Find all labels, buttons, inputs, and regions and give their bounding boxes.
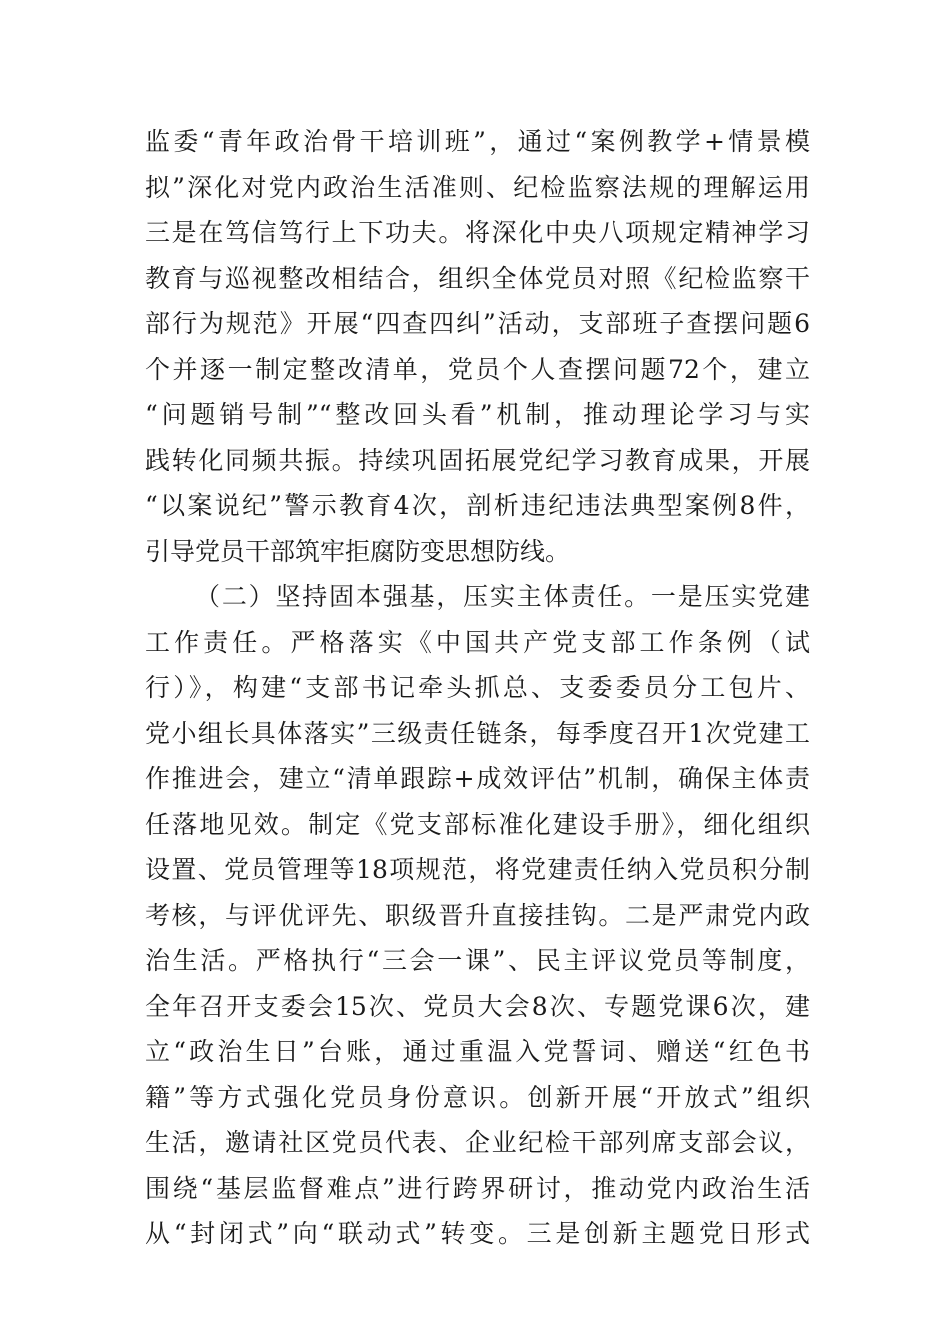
text-line: 作推进会，建立“清单跟踪+成效评估”机制，确保主体责 — [145, 764, 810, 793]
section-heading-line: （二）坚持固本强基，压实主体责任。一是压实党建 — [195, 582, 810, 611]
text-line: 拟”深化对党内政治生活准则、纪检监察法规的理解运用 — [145, 172, 810, 202]
text-line: 教育与巡视整改相结合，组织全体党员对照《纪检监察干 — [145, 263, 810, 293]
text-line: 治生活。严格执行“三会一课”、民主评议党员等制度， — [145, 946, 810, 975]
text-line: 工作责任。严格落实《中国共产党支部工作条例（试 — [145, 627, 810, 657]
text-line: 任落地见效。制定《党支部标准化建设手册》，细化组织 — [145, 809, 810, 839]
text-line: 三是在笃信笃行上下功夫。将深化中央八项规定精神学习 — [145, 218, 810, 247]
text-line: 从“封闭式”向“联动式”转变。三是创新主题党日形式 — [145, 1219, 810, 1248]
body-text — [145, 119, 810, 1257]
text-line: 围绕“基层监督难点”进行跨界研讨，推动党内政治生活 — [145, 1173, 810, 1203]
text-line: 全年召开支委会15次、党员大会8次、专题党课6次，建 — [145, 991, 810, 1021]
text-line: 考核，与评优评先、职级晋升直接挂钩。二是严肃党内政 — [145, 900, 810, 930]
text-line: “以案说纪”警示教育4次，剖析违纪违法典型案例8件， — [145, 491, 810, 520]
text-line: 设置、党员管理等18项规范，将党建责任纳入党员积分制 — [145, 855, 810, 884]
text-line: 践转化同频共振。持续巩固拓展党纪学习教育成果，开展 — [145, 445, 810, 475]
text-line: 个并逐一制定整改清单，党员个人查摆问题72个，建立 — [145, 354, 810, 384]
text-line: 引导党员干部筑牢拒腐防变思想防线。 — [145, 536, 571, 566]
text-line: 部行为规范》开展“四查四纠”活动，支部班子查摆问题6 — [145, 309, 810, 338]
text-line: 党小组长具体落实”三级责任链条，每季度召开1次党建工 — [145, 718, 810, 748]
text-line: 监委“青年政治骨干培训班”，通过“案例教学+情景模 — [145, 127, 810, 156]
text-line: “问题销号制”“整改回头看”机制，推动理论学习与实 — [145, 400, 810, 429]
text-line: 行）》，构建“支部书记牵头抓总、支委委员分工包片、 — [145, 673, 810, 702]
text-line: 立“政治生日”台账，通过重温入党誓词、赠送“红色书 — [145, 1037, 810, 1066]
text-line: 籍”等方式强化党员身份意识。创新开展“开放式”组织 — [145, 1082, 810, 1112]
text-line: 生活，邀请社区党员代表、企业纪检干部列席支部会议， — [145, 1128, 810, 1157]
